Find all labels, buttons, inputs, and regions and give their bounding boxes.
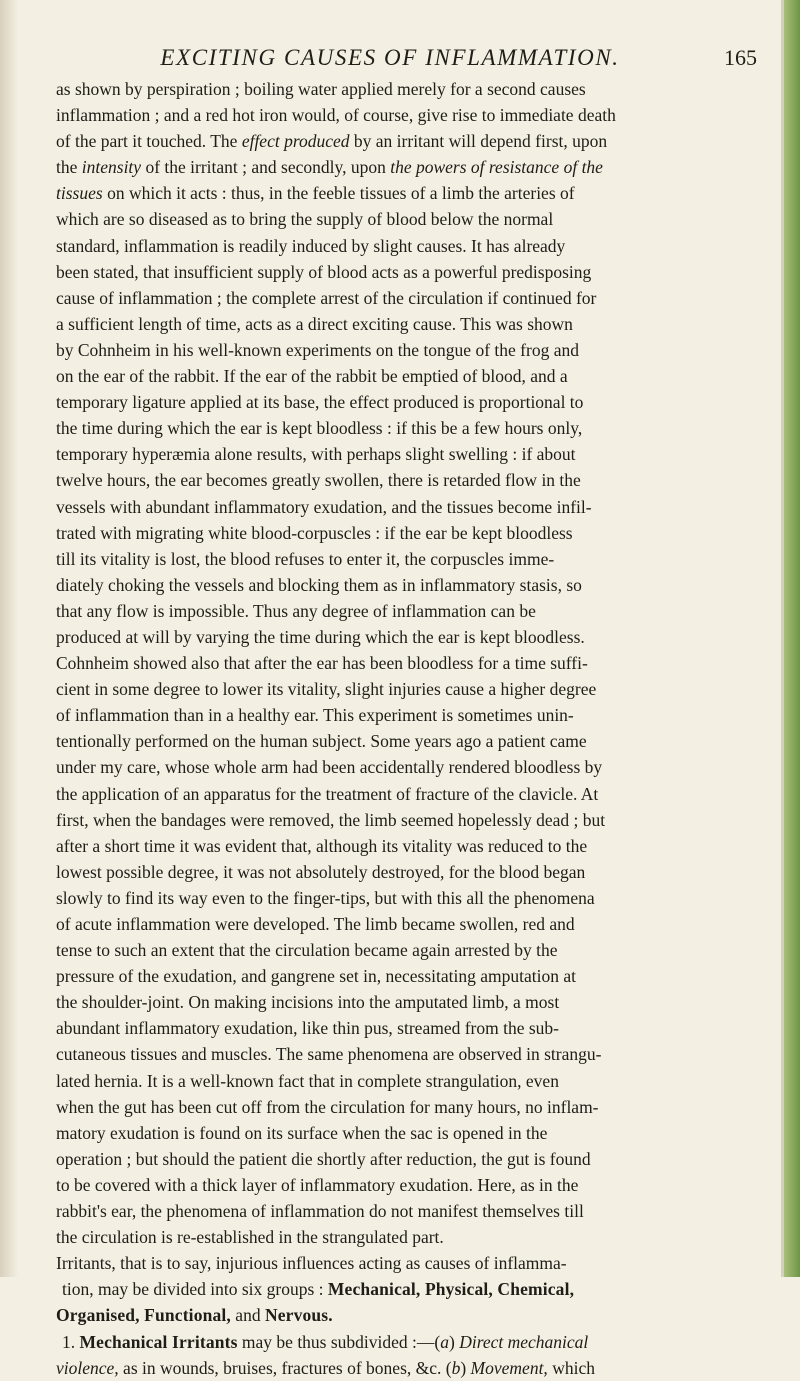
text-line — [56, 285, 774, 311]
text-line — [56, 1276, 774, 1302]
text-line — [56, 337, 774, 363]
text-run: twelve hours, the ear becomes greatly swollen, there is retarded flow in the — [56, 470, 581, 491]
italic-text: intensity — [81, 157, 142, 178]
text-line — [56, 1120, 774, 1146]
text-run: lated hernia. It is a well-known fact that in complete strangulation, even — [56, 1070, 559, 1091]
text-line — [56, 859, 774, 885]
text-run: tense to such an extent that the circulation became again arrested by the — [56, 940, 558, 961]
text-run: the application of an apparatus for the treatment of fracture of the clavicle. At — [56, 783, 599, 804]
text-line — [56, 259, 774, 285]
text-line — [56, 180, 774, 206]
text-run: to be covered with a thick layer of inflammatory exudation. Here, as in the — [56, 1174, 579, 1195]
text-run: vessels with abundant inflammatory exudation, and the tissues become infil- — [56, 496, 592, 517]
text-run: Irritants, that is to say, injurious influences acting as causes of inflamma- — [56, 1253, 567, 1274]
text-run: operation ; but should the patient die shortly after reduction, the gut is found — [56, 1148, 591, 1169]
text-run: till its vitality is lost, the blood refuses to enter it, the corpuscles imme- — [56, 548, 555, 569]
text-line — [56, 1250, 774, 1276]
text-run: the — [56, 157, 82, 178]
text-run: slowly to find its way even to the finger-tips, but with this all the phenomena — [56, 887, 595, 908]
text-run: of the part it touched. The — [56, 131, 242, 152]
text-line — [56, 937, 774, 963]
bold-text: Nervous. — [264, 1305, 333, 1326]
text-run: which are so diseased as to bring the supply of blood below the normal — [56, 209, 554, 230]
text-line — [56, 1068, 774, 1094]
text-run: 1. — [62, 1331, 80, 1352]
text-line — [56, 833, 774, 859]
text-line — [56, 1172, 774, 1198]
bold-text: Mechanical Irritants — [79, 1331, 238, 1352]
text-line — [56, 1146, 774, 1172]
text-line — [56, 754, 774, 780]
text-run: pressure of the exudation, and gangrene set in, necessitating amputation at — [56, 966, 576, 987]
text-line — [56, 702, 774, 728]
italic-text: the powers of resistance of the — [390, 157, 603, 178]
text-run: that any flow is impossible. Thus any degree of inflammation can be — [56, 600, 536, 621]
text-line — [56, 389, 774, 415]
text-run: standard, inflammation is readily induced by slight causes. It has already — [56, 235, 566, 256]
text-line — [56, 546, 774, 572]
text-line — [56, 781, 774, 807]
text-run: trated with migrating white blood-corpuscles : if the ear be kept bloodless — [56, 522, 573, 543]
text-line — [56, 520, 774, 546]
text-line — [56, 728, 774, 754]
text-line — [56, 154, 774, 180]
text-line — [56, 1198, 774, 1224]
running-head: EXCITING CAUSES OF INFLAMMATION. — [160, 45, 620, 70]
text-run: the shoulder-joint. On making incisions into the amputated limb, a most — [56, 992, 560, 1013]
text-line — [56, 233, 774, 259]
text-run: matory exudation is found on its surface when the sac is opened in the — [56, 1122, 548, 1143]
text-line — [56, 676, 774, 702]
italic-text: b — [451, 1357, 461, 1378]
text-run: diately choking the vessels and blocking them as in inflammatory stasis, so — [56, 574, 582, 595]
text-run: when the gut has been cut off from the circulation for many hours, no inflam- — [56, 1096, 599, 1117]
page-shadow-left — [0, 0, 18, 1277]
italic-text: a — [440, 1331, 449, 1352]
body-text — [56, 76, 774, 1381]
bold-text: Mechanical, Physical, Chemical, — [327, 1279, 575, 1300]
text-line — [56, 494, 774, 520]
text-line — [56, 206, 774, 232]
page-edge-green — [784, 0, 800, 1277]
italic-text: Movement, — [470, 1357, 548, 1378]
text-line — [56, 102, 774, 128]
text-line — [56, 807, 774, 833]
italic-text: Direct mechanical — [459, 1331, 589, 1352]
text-run: as shown by perspiration ; boiling water applied merely for a second causes — [56, 79, 586, 99]
bold-text: Organised, Functional, — [56, 1305, 231, 1326]
text-run: by an irritant will depend first, upon — [349, 131, 608, 152]
text-run: temporary ligature applied at its base, the effect produced is proportional to — [56, 392, 584, 413]
text-run: ) — [460, 1357, 471, 1378]
text-run: on which it acts : thus, in the feeble tissues of a limb the arteries of — [102, 183, 575, 204]
text-run: of inflammation than in a healthy ear. This experiment is sometimes unin- — [56, 705, 574, 726]
text-run: on the ear of the rabbit. If the ear of the rabbit be emptied of blood, and a — [56, 366, 568, 387]
text-run: cause of inflammation ; the complete arrest of the circulation if continued for — [56, 287, 597, 308]
text-run: cutaneous tissues and muscles. The same phenomena are observed in strangu- — [56, 1044, 602, 1065]
text-line — [56, 911, 774, 937]
text-line — [56, 363, 774, 389]
text-run: lowest possible degree, it was not absolutely destroyed, for the blood began — [56, 861, 586, 882]
page-number: 165 — [724, 45, 757, 70]
text-run: the time during which the ear is kept bloodless : if this be a few hours only, — [56, 418, 583, 439]
text-run: Cohnheim showed also that after the ear has been bloodless for a time suffi- — [56, 653, 588, 674]
text-run: abundant inflammatory exudation, like thin pus, streamed from the sub- — [56, 1018, 560, 1039]
page-header — [0, 38, 800, 78]
text-line — [56, 572, 774, 598]
text-line — [56, 415, 774, 441]
text-run: cient in some degree to lower its vitality, slight injuries cause a higher degree — [56, 679, 597, 700]
text-run: ) — [448, 1331, 460, 1352]
italic-text: tissues — [56, 183, 103, 204]
text-line — [56, 1302, 774, 1328]
text-run: the circulation is re-established in the strangulated part. — [56, 1227, 444, 1248]
text-line — [56, 76, 774, 102]
text-run: after a short time it was evident that, although its vitality was reduced to the — [56, 835, 588, 856]
text-line — [56, 598, 774, 624]
text-line — [56, 624, 774, 650]
text-run: inflammation ; and a red hot iron would, of course, give rise to immediate death — [56, 105, 616, 126]
text-run: under my care, whose whole arm had been accidentally rendered bloodless by — [56, 757, 603, 778]
text-line — [56, 963, 774, 989]
italic-text: violence, — [56, 1357, 119, 1378]
text-line — [56, 441, 774, 467]
text-line — [56, 885, 774, 911]
text-run: tentionally performed on the human subject. Some years ago a patient came — [56, 731, 587, 752]
text-run: a sufficient length of time, acts as a direct exciting cause. This was shown — [56, 313, 573, 334]
text-run: rabbit's ear, the phenomena of inflammation do not manifest themselves till — [56, 1201, 584, 1222]
text-line — [56, 1355, 774, 1381]
text-line — [56, 311, 774, 337]
text-run: as in wounds, bruises, fractures of bones, &c. ( — [118, 1357, 452, 1378]
text-run: been stated, that insufficient supply of blood acts as a powerful predisposing — [56, 261, 592, 282]
text-run: and — [230, 1305, 265, 1326]
text-line — [56, 650, 774, 676]
text-line — [56, 1041, 774, 1067]
text-run: first, when the bandages were removed, the limb seemed hopelessly dead ; but — [56, 809, 606, 830]
text-run: of the irritant ; and secondly, upon — [141, 157, 391, 178]
text-line — [56, 1015, 774, 1041]
italic-text: effect produced — [241, 131, 350, 152]
text-run: may be thus subdivided :—( — [237, 1331, 441, 1352]
text-line — [56, 1224, 774, 1250]
text-run: produced at will by varying the time during which the ear is kept bloodless. — [56, 626, 585, 647]
text-run: of acute inflammation were developed. The limb became swollen, red and — [56, 914, 575, 934]
text-line — [56, 1094, 774, 1120]
text-line — [56, 989, 774, 1015]
text-line — [56, 467, 774, 493]
text-run: by Cohnheim in his well-known experiments on the tongue of the frog and — [56, 339, 579, 360]
text-run: temporary hyperæmia alone results, with perhaps slight swelling : if about — [56, 444, 576, 465]
text-line — [56, 128, 774, 154]
text-run: which — [547, 1357, 595, 1378]
text-run: tion, may be divided into six groups : — [62, 1279, 328, 1300]
text-line — [56, 1329, 774, 1355]
